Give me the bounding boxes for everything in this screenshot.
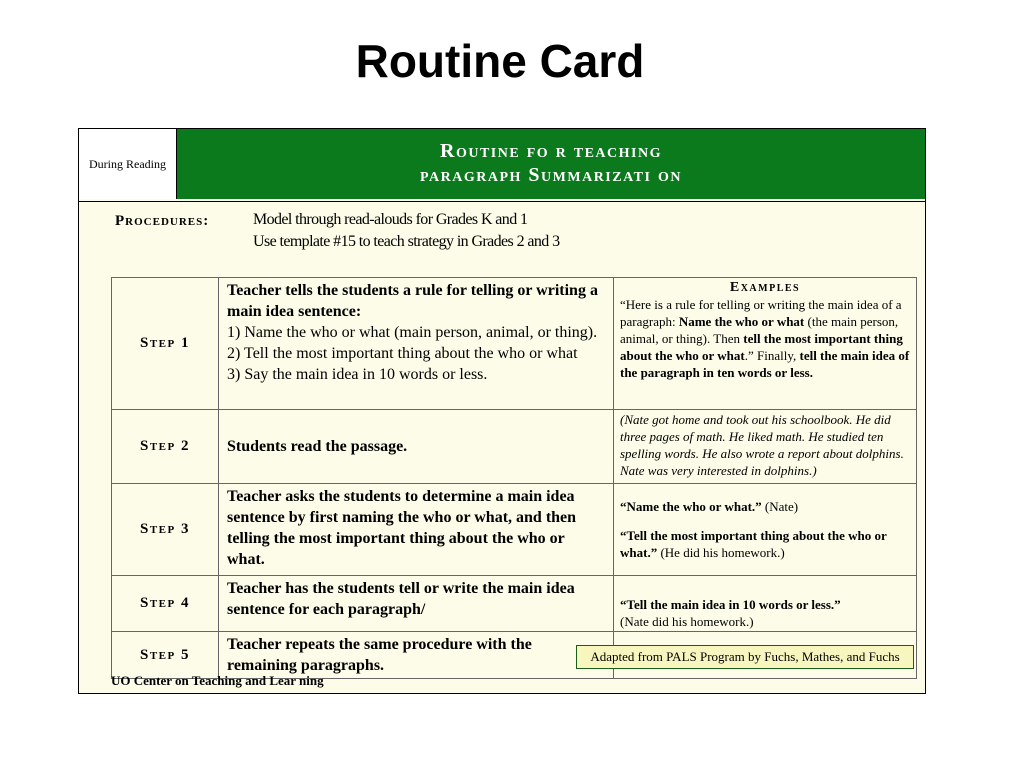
routine-card (78, 128, 926, 694)
step-4-label: Step 4 (112, 576, 219, 632)
slide-title: Routine Card (355, 35, 645, 87)
step-2-label: Step 2 (112, 410, 219, 484)
card-footer: UO Center on Teaching and Lear ning (111, 673, 324, 688)
step-3-example (614, 484, 917, 576)
table-row (112, 410, 917, 484)
during-reading-label: During Reading (79, 129, 177, 199)
step-3-teacher-text: Teacher asks the students to determine a main idea sentence by first naming the who or what, and then telling the most important thing about the who or what. (227, 488, 577, 568)
step-1-item-2: 2) Tell the most important thing about the who or what (227, 345, 578, 362)
step-2-teacher (219, 410, 614, 484)
step-1-teacher-text: Teacher tells the students a rule for telling or writing a main idea sentence: (227, 282, 598, 320)
table-row (112, 576, 917, 632)
step-3-example-q1: “Name the who or what.” (Nate) (620, 499, 799, 514)
banner-line-2: paragraph Summarizati on (420, 164, 682, 186)
step-1-example-text: “Here is a rule for telling or writing the main idea of a paragraph: Name the who or what (the main person, animal, or thing). Then tell the most important thing about the who or what.” Finally, tell the main idea of the paragraph in ten words or less. (620, 297, 910, 380)
step-3-label: Step 3 (112, 484, 219, 576)
step-4-teacher (219, 576, 614, 632)
step-4-teacher-text: Teacher has the students tell or write the main idea sentence for each paragraph/ (227, 580, 575, 618)
step-5-teacher-text: Teacher repeats the same procedure with the remaining paragraphs. (227, 636, 532, 674)
banner-line-1: Routine fo r teaching (440, 140, 662, 162)
step-4-example-q: “Tell the main idea in 10 words or less.” (620, 597, 841, 612)
procedures-label: Procedures: (115, 213, 210, 229)
step-4-example-a: (Nate did his homework.) (620, 614, 754, 629)
step-1-example (614, 278, 917, 410)
card-header (79, 129, 925, 202)
step-1-item-3: 3) Say the main idea in 10 words or less. (227, 366, 488, 383)
step-5-label: Step 5 (112, 632, 219, 679)
step-3-teacher (219, 484, 614, 576)
step-1-teacher (219, 278, 614, 410)
examples-header: Examples (729, 280, 801, 295)
procedures-line-1: Model through read-alouds for Grades K and 1 (253, 211, 528, 228)
step-1-item-1: 1) Name the who or what (main person, animal, or thing). (227, 324, 598, 341)
step-2-teacher-text: Students read the passage. (227, 438, 408, 455)
step-3-example-q2: “Tell the most important thing about the who or what.” (He did his homework.) (620, 528, 887, 560)
adapted-note: Adapted from PALS Program by Fuchs, Mathes, and Fuchs (576, 645, 914, 669)
step-1-label: Step 1 (112, 278, 219, 410)
card-banner (177, 129, 925, 199)
step-5-teacher (219, 632, 614, 679)
table-row (112, 484, 917, 576)
step-2-example: (Nate got home and took out his schoolbook. He did three pages of math. He liked math. He studied ten spelling words. He also wrote a report about dolphins. Nate was very interested in dolphins.) (614, 410, 917, 484)
step-4-example (614, 576, 917, 632)
procedures-line-2: Use template #15 to teach strategy in Grades 2 and 3 (253, 233, 560, 250)
steps-table (111, 277, 917, 679)
table-row (112, 278, 917, 410)
